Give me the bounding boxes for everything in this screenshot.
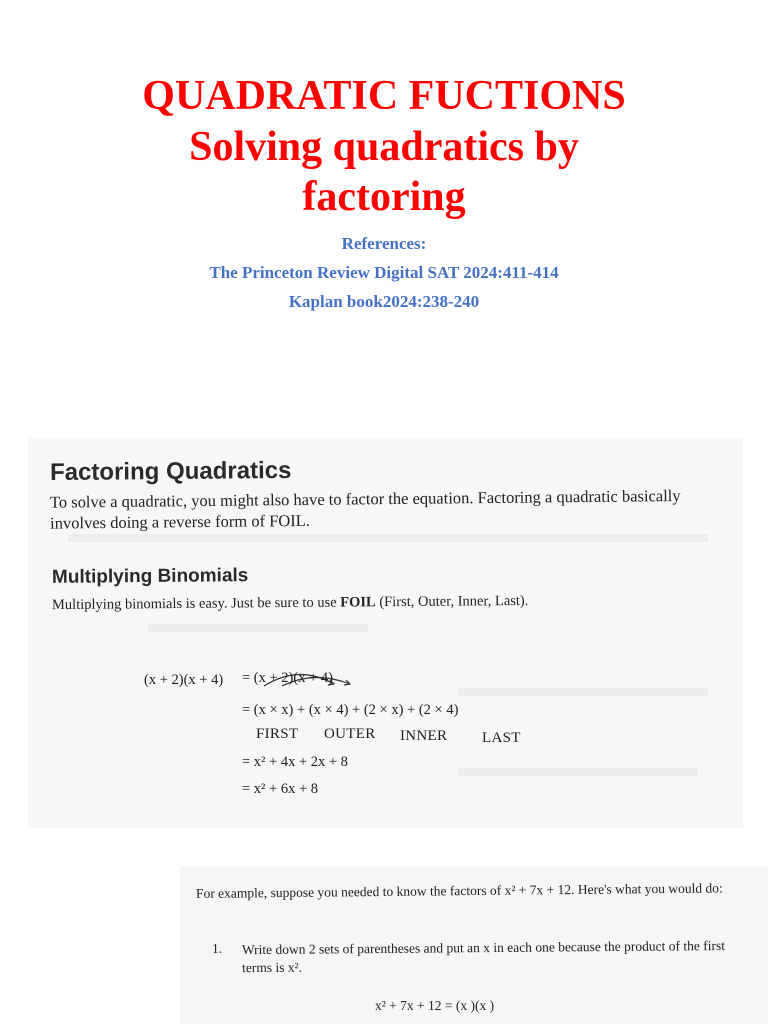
page-subtitle-line-1: Solving quadratics by: [189, 124, 579, 170]
references: [0, 229, 768, 316]
step-text: Write down 2 sets of parentheses and put an x in each one because the product of the first terms is x².: [241, 937, 726, 976]
step-number: 1.: [212, 941, 223, 956]
foil-step-1: = (x + 2)(x + 4): [242, 670, 333, 686]
foil-step-2: = (x × x) + (x × 4) + (2 × x) + (2 × 4): [242, 702, 459, 718]
example-paragraph: For example, suppose you needed to know the factors of x² + 7x + 12. Here's what you would do:: [195, 880, 723, 901]
references-heading: References:: [341, 234, 427, 253]
label-inner: INNER: [400, 728, 448, 744]
bleed-through-line: [458, 768, 698, 776]
label-first: FIRST: [256, 726, 299, 742]
factoring-equation: x² + 7x + 12 = (x )(x ): [375, 998, 495, 1013]
multiplying-heading: Multiplying Binomials: [51, 565, 249, 588]
bleed-through-line: [148, 624, 368, 632]
foil-step-4: = x² + 6x + 8: [242, 781, 319, 797]
bleed-through-line: [68, 534, 708, 542]
title-block: [0, 70, 768, 222]
label-outer: OUTER: [324, 726, 376, 742]
reference-kaplan: Kaplan book2024:238-240: [288, 292, 480, 311]
factoring-heading: Factoring Quadratics: [49, 456, 292, 487]
factoring-intro: To solve a quadratic, you might also have to factor the equation. Factoring a quadratic basically involves doing a reverse form of FOIL.: [49, 486, 681, 533]
reference-princeton: The Princeton Review Digital SAT 2024:411-414: [209, 263, 559, 282]
scanned-page-factoring: [28, 438, 743, 828]
scanned-page-example: [180, 866, 768, 1024]
bleed-through-line: [458, 688, 708, 696]
label-last: LAST: [482, 730, 521, 746]
page-title: QUADRATIC FUCTIONS: [142, 73, 626, 119]
foil-lhs: (x + 2)(x + 4): [144, 672, 224, 688]
multiplying-text: Multiplying binomials is easy. Just be sure to use FOIL (First, Outer, Inner, Last).: [51, 592, 529, 614]
foil-step-3: = x² + 4x + 2x + 8: [242, 754, 348, 770]
page-subtitle-line-2: factoring: [302, 174, 466, 220]
